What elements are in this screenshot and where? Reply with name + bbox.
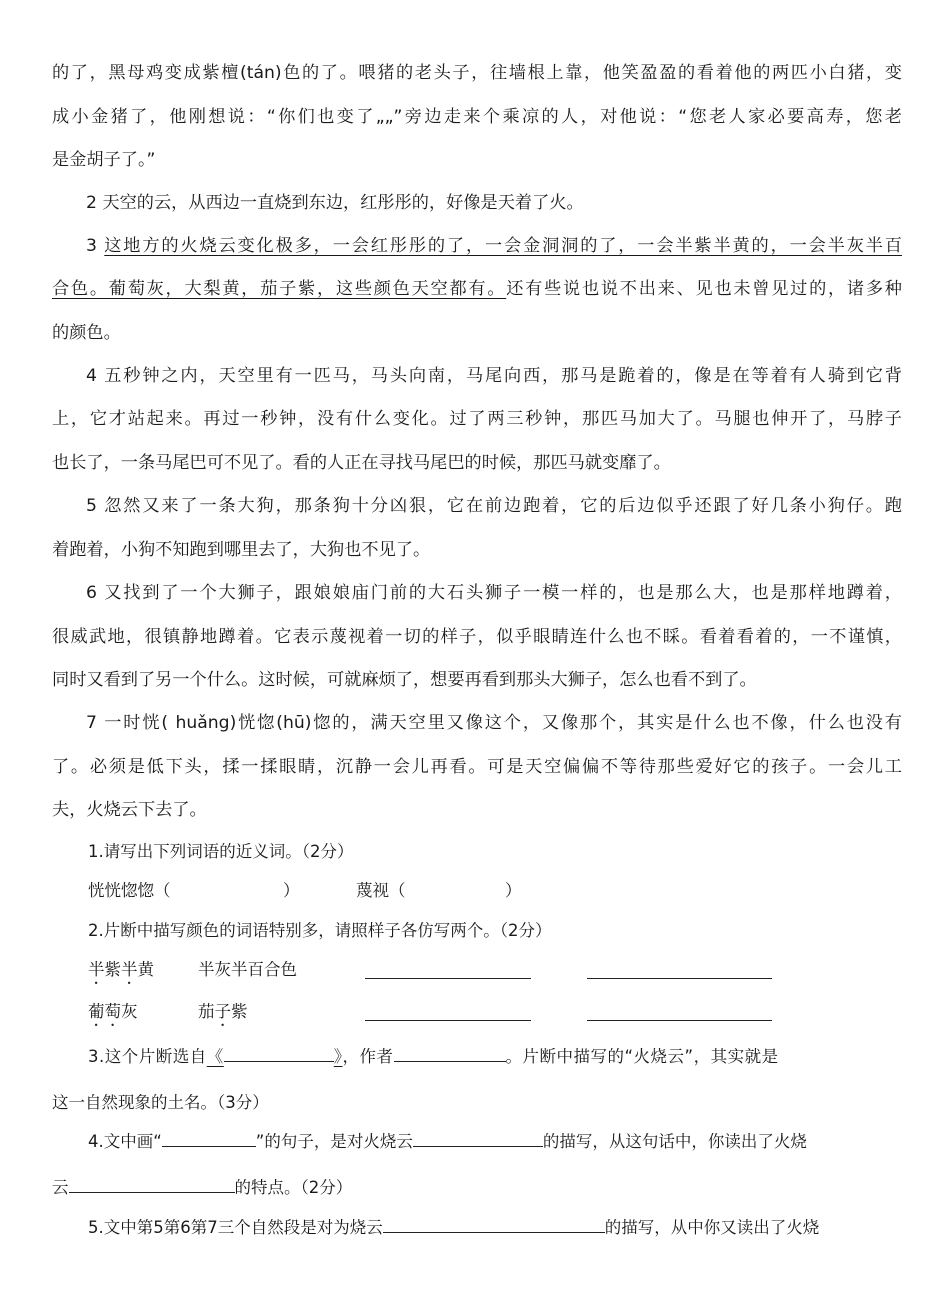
underlined-sentence: 合色。葡萄灰，大梨黄，茄子紫，这些颜色天空都有。 xyxy=(52,279,507,299)
paragraph-4-line: 也长了，一条马尾巴可不见了。看的人正在寻找马尾巴的时候，那匹马就变靡了。 xyxy=(52,453,671,473)
paragraph-7-line: 夫，火烧云下去了。 xyxy=(52,800,207,820)
paragraph-3-line xyxy=(52,225,902,268)
example-char: 葡 xyxy=(88,1002,105,1021)
question-1-word-1: 恍恍惚惚（ xyxy=(88,881,171,900)
question-4-line-2 xyxy=(52,1173,352,1203)
question-text: ”的句子，是对火烧云 xyxy=(255,1132,413,1151)
example-char: 黄 xyxy=(137,960,154,979)
paragraph-5-line: 5 忽然又来了一条大狗，那条狗十分凶狠，它在前边跑着，它的后边似乎还跟了好几条小狗仔。跑 xyxy=(86,496,902,516)
paragraph-6-line: 很威武地，很镇静地蹲着。它表示蔑视着一切的样子，似乎眼睛连什么也不睬。看着看着的，一不谨慎， xyxy=(52,627,902,647)
answer-line-color-1[interactable] xyxy=(365,978,531,979)
question-text: 4.文中画“ xyxy=(88,1132,162,1151)
question-1-paren-close: ） xyxy=(283,881,300,900)
paragraph-6-line: 6 又找到了一个大狮子，跟娘娘庙门前的大石头狮子一模一样的，也是那么大，也是那样地蹲着， xyxy=(86,583,902,603)
paragraph-number: 3 xyxy=(86,236,105,256)
paragraph-text: 还有些说也说不出来、见也未曾见过的，诸多种 xyxy=(506,279,902,299)
question-1-word-2: 蔑视（ xyxy=(356,881,406,900)
paragraph-7-line: 了。必须是低下头，揉一揉眼睛，沉静一会儿再看。可是天空偏偏不等待那些爱好它的孩子。一会儿工 xyxy=(52,757,902,777)
example-char: 半 xyxy=(121,960,138,979)
passage-line: 成小金猪了，他刚想说：“你们也变了„„”旁边走来个乘凉的人，对他说：“您老人家必要高寿，您老 xyxy=(52,107,902,127)
underlined-sentence: 这地方的火烧云变化极多，一会红彤彤的了，一会金洞洞的了，一会半紫半黄的，一会半灰半百 xyxy=(104,236,902,256)
answer-blank-synonym-1[interactable] xyxy=(190,876,276,906)
book-title-close: 》 xyxy=(333,1047,343,1066)
example-char: 半 xyxy=(88,960,105,979)
example-word-3 xyxy=(88,997,138,1030)
answer-blank-paragraphs[interactable] xyxy=(383,1215,605,1233)
answer-blank-synonym-2[interactable] xyxy=(420,876,498,906)
example-word-4 xyxy=(198,997,248,1030)
example-char: 茄 xyxy=(198,1002,215,1021)
question-5-line-1 xyxy=(88,1213,819,1243)
answer-blank-author[interactable] xyxy=(394,1044,506,1062)
question-text: 的特点。（2分） xyxy=(234,1178,353,1197)
answer-line-color-2[interactable] xyxy=(587,978,772,979)
example-char: 萄 xyxy=(104,1002,121,1021)
book-title-open: 《 xyxy=(206,1047,224,1066)
paragraph-3-line: 的颜色。 xyxy=(52,323,121,343)
paragraph-3-line xyxy=(52,268,902,311)
question-text: 。片断中描写的“火烧云”，其实就是 xyxy=(505,1047,779,1066)
question-text: 云 xyxy=(52,1178,69,1197)
question-text: 3.这个片断选自 xyxy=(88,1047,207,1066)
paragraph-4-line: 4 五秒钟之内，天空里有一匹马，马头向南，马尾向西，那马是跪着的，像是在等着有人骑到它背 xyxy=(86,366,902,386)
paragraph-4-line: 上，它才站起来。再过一秒钟，没有什么变化。过了两三秒钟，那匹马加大了。马腿也伸开了，马脖子 xyxy=(52,409,902,429)
answer-blank-book-title[interactable] xyxy=(224,1044,334,1062)
question-1-paren-close: ） xyxy=(505,881,522,900)
answer-line-color-4[interactable] xyxy=(587,1020,772,1021)
question-text: ，作者 xyxy=(342,1047,394,1066)
question-text: 5.文中第5第6第7三个自然段是对为烧云 xyxy=(88,1218,383,1237)
answer-blank-feature[interactable] xyxy=(69,1175,235,1193)
question-3-line-2: 这一自然现象的土名。（3分） xyxy=(52,1093,269,1112)
answer-blank-description[interactable] xyxy=(413,1129,543,1147)
question-3-line-1 xyxy=(88,1042,779,1072)
question-text: 的描写，从这句话中，你读出了火烧 xyxy=(542,1132,807,1151)
question-1-title: 1.请写出下列词语的近义词。（2分） xyxy=(88,842,354,861)
example-word-1 xyxy=(88,955,154,988)
paragraph-6-line: 同时又看到了另一个什么。这时候，可就麻烦了，想要再看到那头大狮子，怎么也看不到了。 xyxy=(52,670,757,690)
question-text: 的描写，从中你又读出了火烧 xyxy=(604,1218,820,1237)
question-4-line-1 xyxy=(88,1127,807,1157)
paragraph-5-line: 着跑着，小狗不知跑到哪里去了，大狗也不见了。 xyxy=(52,540,431,560)
passage-line: 的了，黑母鸡变成紫檀(tán)色的了。喂猪的老头子，往墙根上靠，他笑盈盈的看着他的两匹小白猪，变 xyxy=(52,63,902,83)
example-char: 子 xyxy=(214,1002,231,1021)
paragraph-7-line: 7 一时恍( huǎng)恍惚(hū)惚的，满天空里又像这个，又像那个，其实是什么也不像，什么也没有 xyxy=(86,713,902,733)
example-char: 灰 xyxy=(121,1002,138,1021)
paragraph-2: 2 天空的云，从西边一直烧到东边，红彤彤的，好像是天着了火。 xyxy=(86,193,584,213)
answer-blank-sentence[interactable] xyxy=(162,1129,256,1147)
question-2-title: 2.片断中描写颜色的词语特别多，请照样子各仿写两个。（2分） xyxy=(88,921,552,940)
passage-line: 是金胡子了。” xyxy=(52,150,156,170)
answer-line-color-3[interactable] xyxy=(365,1020,531,1021)
example-char: 紫 xyxy=(231,1002,248,1021)
example-word-2: 半灰半百合色 xyxy=(198,960,297,979)
example-char: 紫 xyxy=(104,960,121,979)
